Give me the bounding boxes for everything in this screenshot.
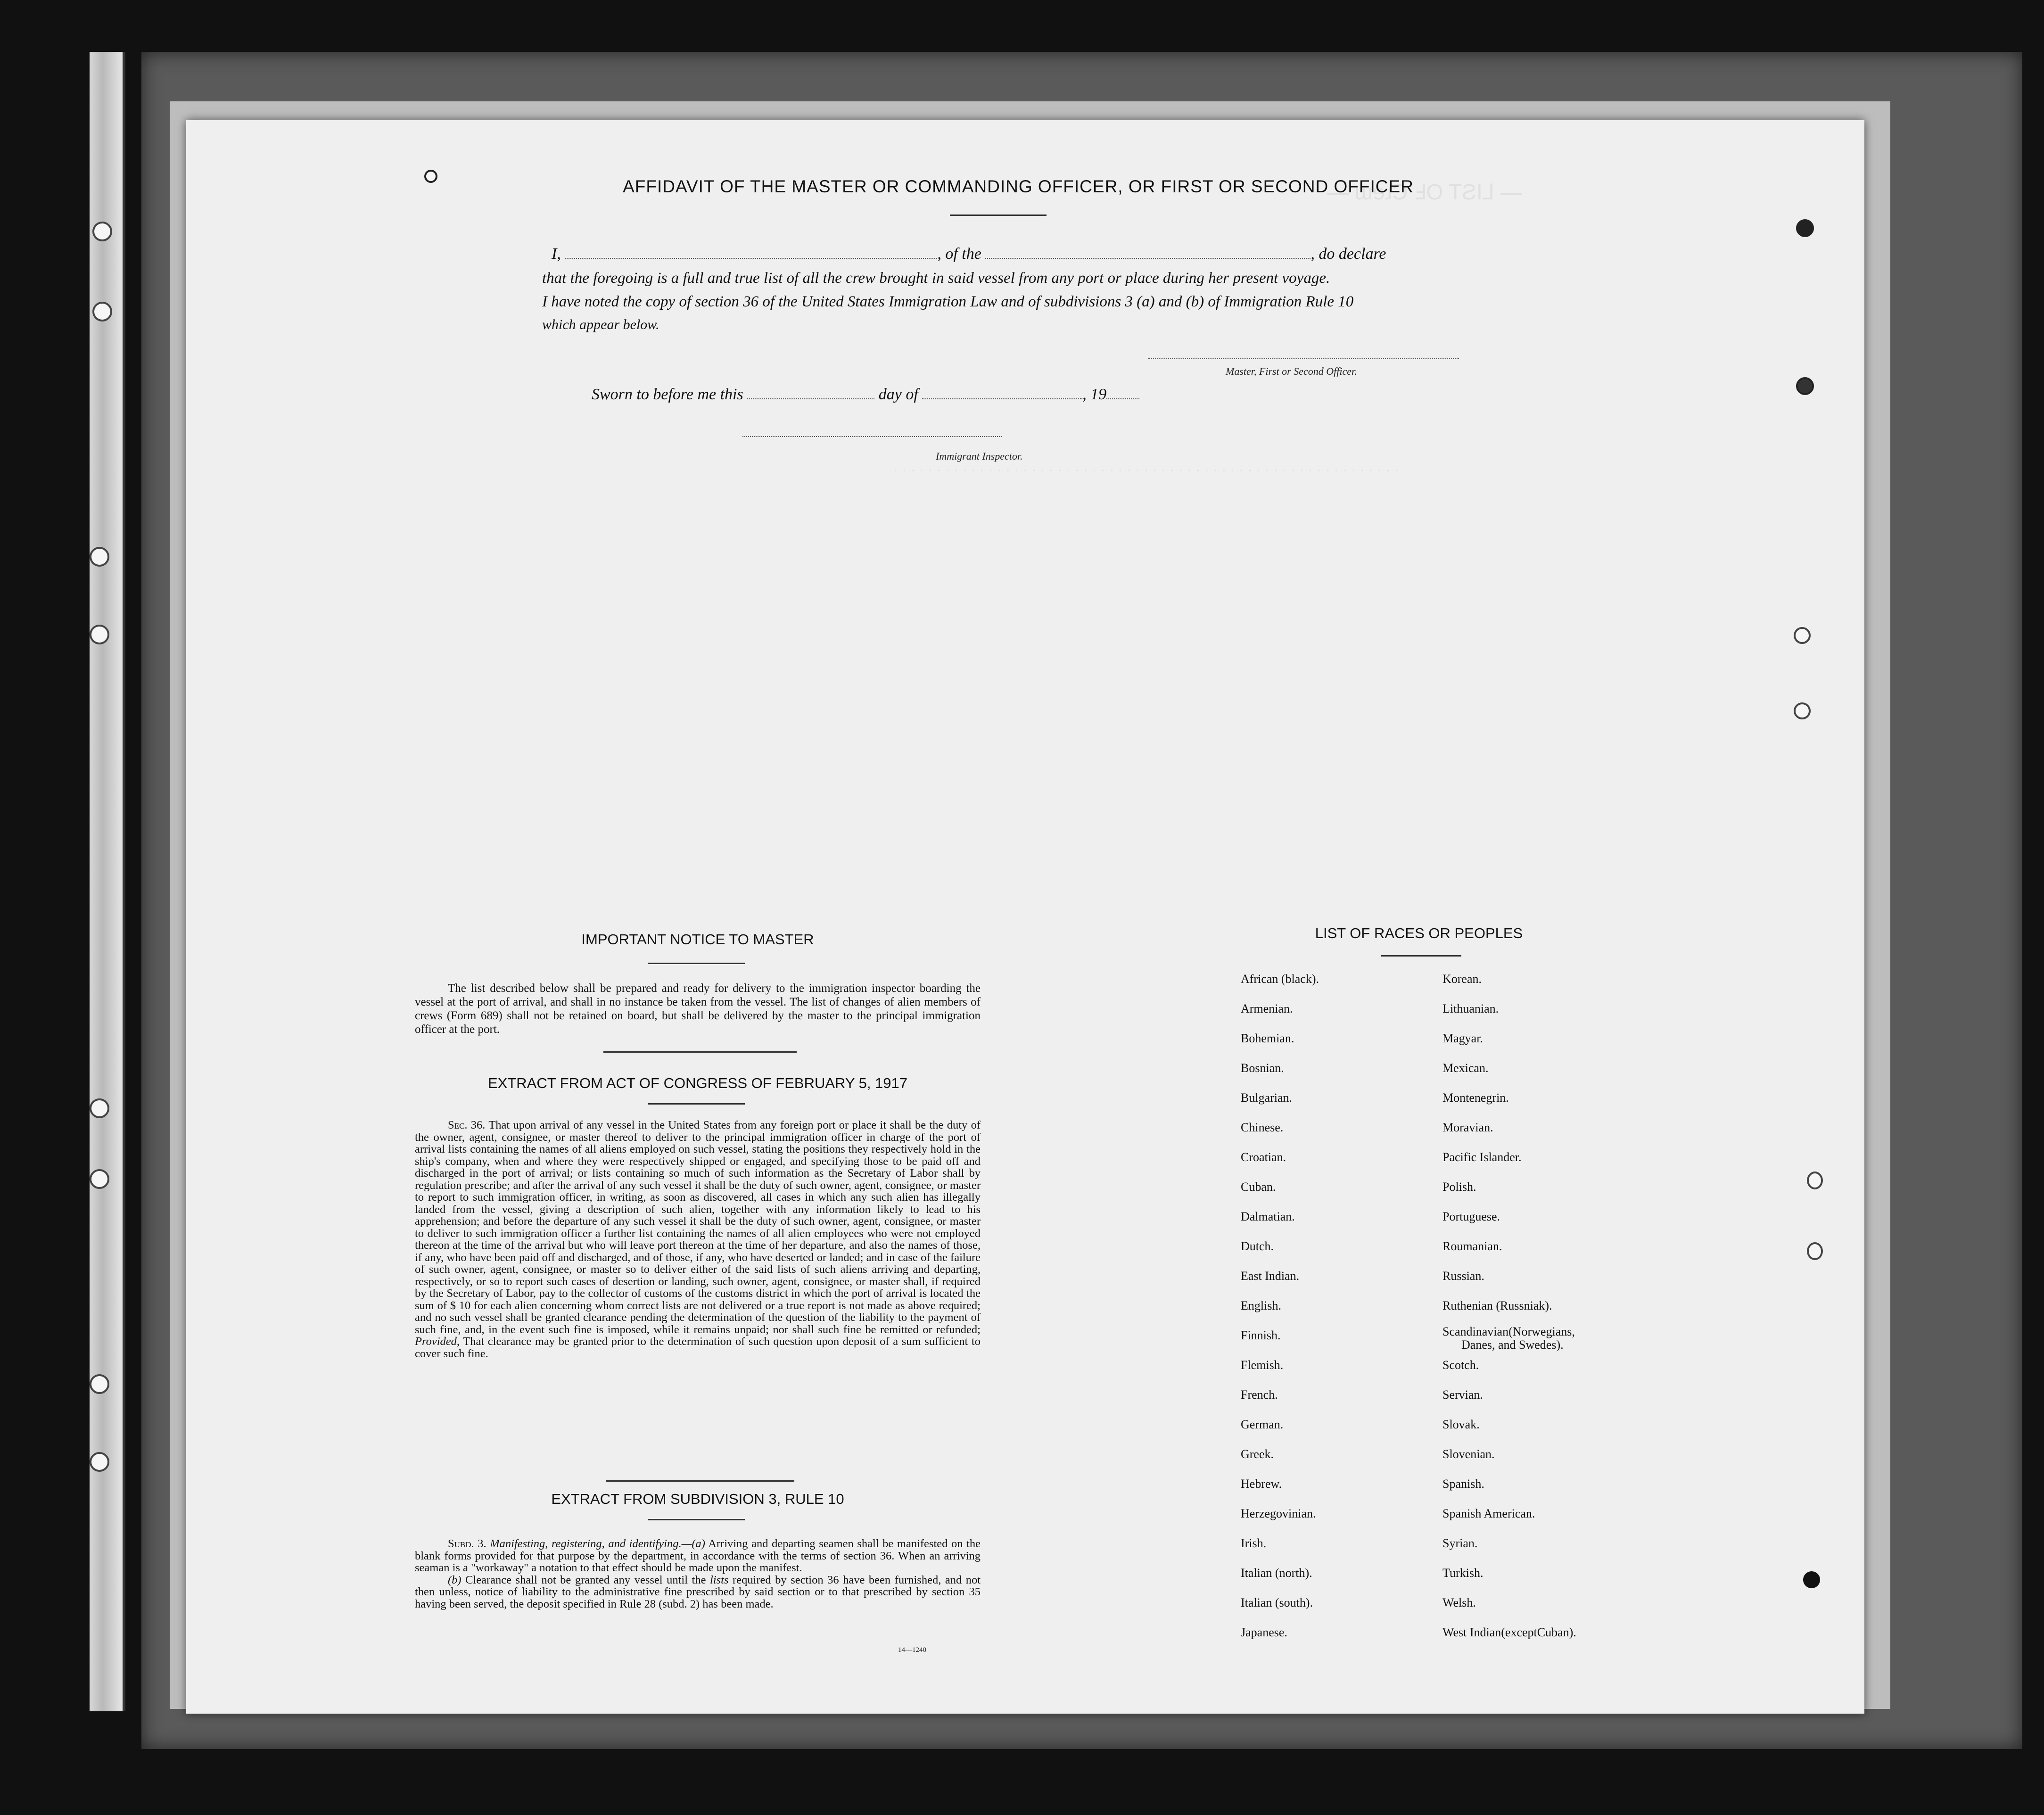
sworn-month-field[interactable] <box>922 398 1082 399</box>
race-item: Moravian. <box>1442 1121 1493 1134</box>
race-item: Welsh. <box>1442 1596 1476 1609</box>
rule-extract-title: EXTRACT FROM SUBDIVISION 3, RULE 10 <box>551 1491 844 1507</box>
binder-hole <box>90 1098 109 1118</box>
declaration-line-1 <box>542 245 1386 263</box>
race-item: Scandinavian(Norwegians, <box>1442 1325 1575 1338</box>
rule-extract-rule <box>648 1519 745 1520</box>
binder-hole <box>90 1169 109 1189</box>
officer-name-field[interactable] <box>565 258 937 259</box>
page-hole <box>1794 702 1811 719</box>
binder-hole <box>90 1452 109 1472</box>
races-rule <box>1381 955 1461 957</box>
manifest-page <box>186 120 1864 1714</box>
race-item: Cuban. <box>1241 1180 1276 1194</box>
title-rule <box>950 214 1047 216</box>
act-extract-title: EXTRACT FROM ACT OF CONGRESS OF FEBRUARY 5, 1917 <box>487 1075 908 1091</box>
act-extract-divider <box>606 1480 794 1482</box>
page-hole <box>1807 1242 1823 1260</box>
notice-title: IMPORTANT NOTICE TO MASTER <box>581 931 814 948</box>
page-hole <box>1796 377 1814 395</box>
race-item: Finnish. <box>1241 1328 1281 1342</box>
race-item: Chinese. <box>1241 1121 1284 1134</box>
master-signature-caption: Master, First or Second Officer. <box>1226 365 1357 377</box>
notice-body: The list described below shall be prepared and ready for delivery to the immigration inspector boarding the vessel at the port of arrival, and shall in no instance be taken from the vessel. The list of changes of alien members of crews (Form 689) shall not be retained on board, but shall be delivered by the master to the principal immigration officer at the port. <box>415 982 981 1036</box>
sworn-prefix: Sworn to before me this <box>592 386 743 403</box>
race-item: Spanish American. <box>1442 1507 1535 1520</box>
subd-label: Subd. 3. <box>448 1537 486 1550</box>
race-item: Dalmatian. <box>1241 1210 1295 1223</box>
notice-rule <box>648 963 745 964</box>
race-item: Irish. <box>1241 1536 1267 1550</box>
declaration-of-the: , of the <box>937 245 981 263</box>
race-item: Servian. <box>1442 1388 1483 1402</box>
race-item: Korean. <box>1442 972 1482 986</box>
race-item: French. <box>1241 1388 1278 1402</box>
binder-hole <box>90 625 109 644</box>
inspector-signature-field[interactable] <box>742 436 1002 437</box>
race-item: Bulgarian. <box>1241 1091 1293 1105</box>
subdivision-3-text <box>415 1538 981 1610</box>
sworn-year-field[interactable] <box>1106 398 1139 399</box>
page-hole <box>1807 1172 1823 1189</box>
binder-hole <box>92 222 112 241</box>
declaration-line-4: which appear below. <box>542 317 659 332</box>
race-item: Italian (north). <box>1241 1566 1312 1580</box>
page-hole <box>1794 627 1811 644</box>
race-item: Italian (south). <box>1241 1596 1313 1609</box>
page-hole <box>424 170 437 183</box>
race-item: Pacific Islander. <box>1442 1150 1522 1164</box>
race-item: Spanish. <box>1442 1477 1484 1491</box>
master-signature-field[interactable] <box>1148 358 1459 359</box>
race-item: Mexican. <box>1442 1061 1489 1075</box>
subd-b-lists: lists <box>710 1573 729 1586</box>
declaration-line-2: that the foregoing is a full and true list of all the crew brought in said vessel from any port or place during her present voyage. <box>542 270 1330 287</box>
section-36-provided: Provided, <box>415 1335 460 1348</box>
inspector-caption: Immigrant Inspector. <box>936 450 1023 462</box>
page-hole <box>1803 1571 1820 1588</box>
race-item: Turkish. <box>1442 1566 1484 1580</box>
race-item: Dutch. <box>1241 1239 1274 1253</box>
sworn-day-field[interactable] <box>747 398 874 399</box>
race-item: Magyar. <box>1442 1031 1483 1045</box>
subd-b-text-1: Clearance shall not be granted any vessel until the <box>465 1573 706 1586</box>
vessel-name-field[interactable] <box>985 258 1310 259</box>
race-item: Croatian. <box>1241 1150 1286 1164</box>
subd-a-text: Arriving and departing seamen shall be manifested on the blank forms provided for that purpose by the department, in accordance with the terms of section 36. When an arriving seaman is a "workaway" a notation to that effect should be made upon the manifest. <box>415 1537 981 1574</box>
race-item: Herzegovinian. <box>1241 1507 1316 1520</box>
subd-heading: Manifesting, registering, and identifying.—(a) <box>490 1537 705 1550</box>
race-item: West Indian(exceptCuban). <box>1442 1625 1576 1639</box>
sworn-line <box>592 386 1139 404</box>
race-item: Slovak. <box>1442 1418 1480 1431</box>
section-36-body-2: That clearance may be granted prior to the determination of such question upon deposit of a sum sufficient to cover such fine. <box>415 1335 981 1360</box>
section-36-label: Sec. 36. <box>448 1119 486 1131</box>
race-item: Greek. <box>1241 1447 1274 1461</box>
race-item: Hebrew. <box>1241 1477 1282 1491</box>
race-item: Montenegrin. <box>1442 1091 1509 1105</box>
sworn-day-of: day of <box>878 386 918 403</box>
page-hole <box>1796 219 1814 237</box>
race-item: Polish. <box>1442 1180 1476 1194</box>
race-item: East Indian. <box>1241 1269 1300 1283</box>
race-item: Syrian. <box>1442 1536 1478 1550</box>
affidavit-title: AFFIDAVIT OF THE MASTER OR COMMANDING OFFICER, OR FIRST OR SECOND OFFICER <box>623 177 1414 196</box>
race-item: Japanese. <box>1241 1625 1287 1639</box>
declaration-do-declare: , do declare <box>1310 245 1386 263</box>
race-item: English. <box>1241 1299 1281 1312</box>
binder-hole <box>90 547 109 567</box>
declaration-i: I, <box>552 245 561 263</box>
subd-b-text-2: required by section 36 have been furnished, and not then unless, notice of liability to the administrative fine prescribed by said section or to that prescribed by section 35 having been served, the deposit specified in Rule 28 (subd. 2) has been made. <box>415 1573 981 1610</box>
race-item: African (black). <box>1241 972 1319 986</box>
race-item: Ruthenian (Russniak). <box>1442 1299 1552 1312</box>
race-item: Scotch. <box>1442 1358 1479 1372</box>
binder-hole <box>92 302 112 322</box>
declaration-line-3: I have noted the copy of section 36 of the United States Immigration Law and of subdivisions 3 (a) and (b) of Immigration Rule 10 <box>542 293 1354 310</box>
race-item: Armenian. <box>1241 1002 1293 1015</box>
act-extract-rule <box>648 1103 745 1105</box>
form-code: 14—1240 <box>898 1646 926 1654</box>
race-item: Bohemian. <box>1241 1031 1294 1045</box>
races-title: LIST OF RACES OR PEOPLES <box>1315 925 1523 941</box>
race-item: Portuguese. <box>1442 1210 1500 1223</box>
race-item: German. <box>1241 1418 1284 1431</box>
race-item: Slovenian. <box>1442 1447 1495 1461</box>
race-item: Flemish. <box>1241 1358 1284 1372</box>
race-item: Bosnian. <box>1241 1061 1284 1075</box>
race-item: Danes, and Swedes). <box>1461 1338 1564 1352</box>
bleed-through: · · · · · · · · · · · · · · · · · · · · · · · · · · · · · · · · · · · · · · · · · · · · · · · · · · · · · · · · · · · <box>893 462 1399 478</box>
section-36-body-1: That upon arrival of any vessel in the United States from any foreign port or place it shall be the duty of the owner, agent, consignee, or master thereof to deliver to the principal immigration officer in charge of the port of arrival lists containing the names of all aliens employed on such vessel, stating the positions they respectively hold in the ship's company, when and where they were respectively shipped or engaged, and specifying those to be paid off and discharged in the port of arrival; or lists containing so much of such information as the Secretary of Labor shall by regulation prescribe; and after the arrival of any such vessel it shall be the duty of such owner, agent, consignee, or master to report to such immigration officer, in writing, as soon as discovered, all cases in which any such alien has illegally landed from the vessel, giving a description of such alien, together with any information likely to lead to his apprehension; and before the departure of any such vessel it shall be the duty of such owner, agent, consignee, or master to deliver to such immigration officer a further list containing the names of all alien employees who were not employed thereon at the time of the arrival but who will leave port thereon at the time of her departure, and also the names of those, if any, who have been paid off and discharged, and of those, if any, who have deserted or landed; and in case of the failure of such owner, agent, consignee, or master so to deliver either of the said lists of such aliens arriving and departing, respectively, or so to report such cases of desertion or landing, such owner, agent, consignee, or master shall, if required by the Secretary of Labor, pay to the collector of customs of the customs district in which the port of arrival is located the sum of $ 10 for each alien concerning whom correct lists are not delivered or a true report is not made as above required; and no such vessel shall be granted clearance pending the determination of the question of the liability to the payment of such fine, and, in the event such fine is imposed, while it remains unpaid; nor shall such fine be remitted or refunded; <box>415 1119 981 1336</box>
notice-divider <box>603 1051 797 1053</box>
race-item: Lithuanian. <box>1442 1002 1499 1015</box>
binder-hole <box>90 1374 109 1394</box>
race-item: Roumanian. <box>1442 1239 1502 1253</box>
bleed-through: — ɯɘɹƆ ℲO TƧI⅃ — <box>1327 180 1523 204</box>
section-36-text <box>415 1119 981 1360</box>
race-item: Russian. <box>1442 1269 1484 1283</box>
sworn-year-prefix: , 19 <box>1082 386 1107 403</box>
subd-b-label: (b) <box>448 1573 462 1586</box>
